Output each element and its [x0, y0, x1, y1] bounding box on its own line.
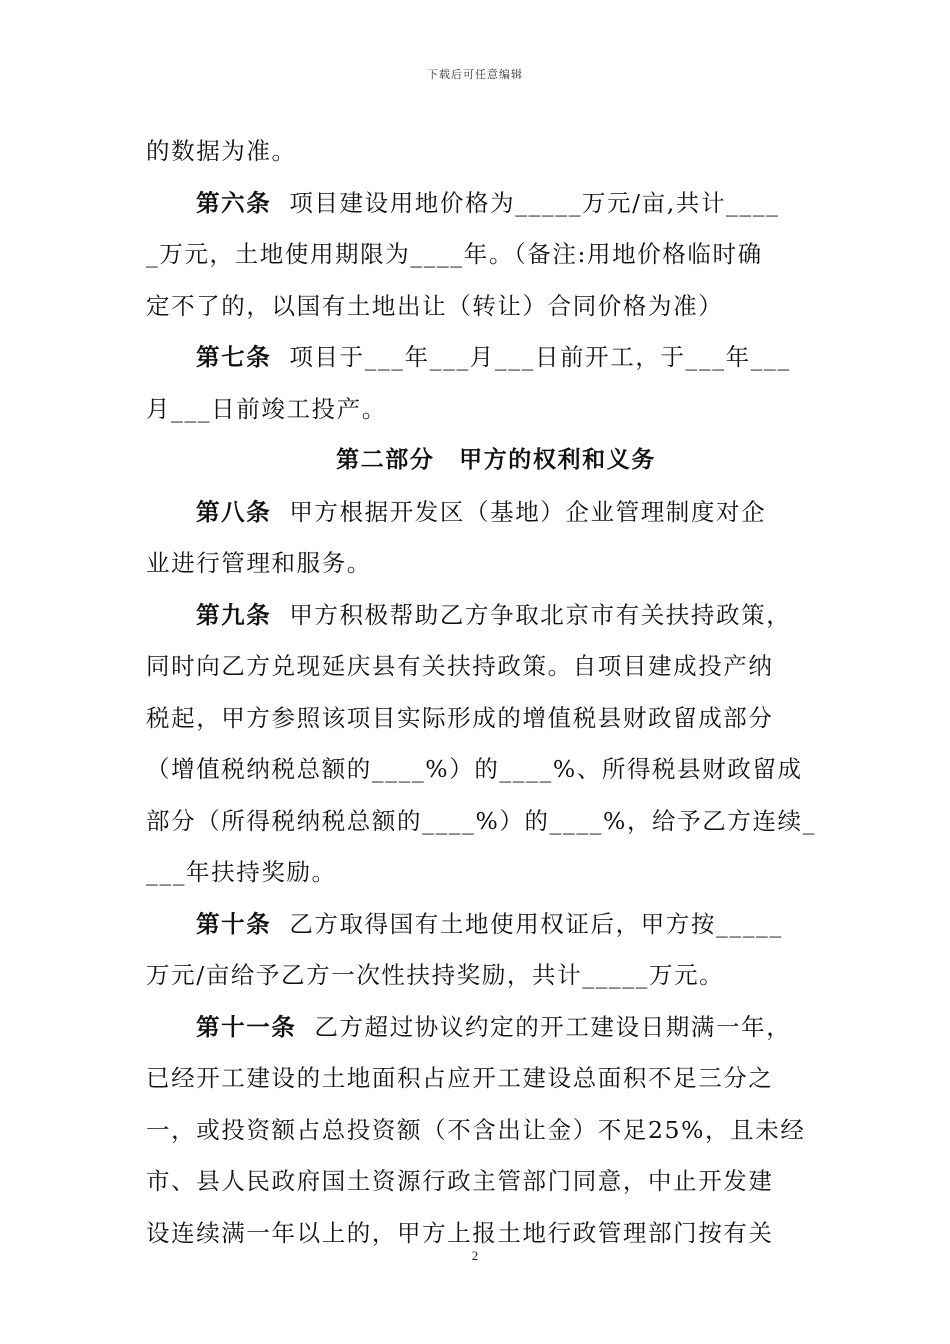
article-heading: 第九条	[196, 600, 272, 629]
paragraph-line: 业进行管理和服务。	[146, 549, 372, 577]
paragraph-line: 设连续满一年以上的，甲方上报土地行政管理部门按有关	[146, 1218, 774, 1247]
paragraph-line: 万元/亩给予乙方一次性扶持奖励，共计_____万元。	[146, 961, 725, 989]
article-9-line: 第九条 甲方积极帮助乙方争取北京市有关扶持政策，	[196, 600, 792, 629]
paragraph-line: （增值税纳税总额的____%）的____%、所得税县财政留成	[146, 755, 803, 783]
article-6-line: 第六条 项目建设用地价格为_____万元/亩,共计____	[196, 188, 780, 217]
article-heading: 第六条	[196, 188, 272, 217]
page-number: 2	[471, 1248, 479, 1263]
article-heading: 第八条	[196, 497, 272, 526]
paragraph-line: 已经开工建设的土地面积占应开工建设总面积不足三分之	[146, 1064, 774, 1092]
section-heading: 第二部分 甲方的权利和义务	[336, 447, 656, 473]
paragraph-line: 月___日前竣工投产。	[146, 394, 387, 423]
paragraph-line: 市、县人民政府国土资源行政主管部门同意，中止开发建	[146, 1167, 774, 1195]
paragraph-line: _万元，土地使用期限为____年。（备注:用地价格临时确	[146, 240, 763, 268]
article-heading: 第十一条	[196, 1012, 297, 1041]
paragraph-line: 一，或投资额占总投资额（不含出让金）不足25%，且未经	[146, 1115, 806, 1144]
paragraph-line: ___年扶持奖励。	[146, 858, 337, 886]
page-header: 下载后可任意编辑	[427, 68, 523, 81]
article-10-line: 第十条 乙方取得国有土地使用权证后，甲方按_____	[196, 909, 783, 938]
paragraph-line: 税起，甲方参照该项目实际形成的增值税县财政留成部分	[146, 703, 774, 732]
article-7-line: 第七条 项目于___年___月___日前开工，于___年___	[196, 343, 791, 371]
article-8-line: 第八条 甲方根据开发区（基地）企业管理制度对企	[196, 497, 767, 526]
paragraph-line: 部分（所得税纳税总额的____%）的____%，给予乙方连续_	[146, 806, 817, 835]
article-heading: 第十条	[196, 909, 272, 938]
article-11-line: 第十一条 乙方超过协议约定的开工建设日期满一年，	[196, 1012, 792, 1041]
article-heading: 第七条	[196, 343, 272, 371]
paragraph-line: 定不了的，以国有土地出让（转让）合同价格为准）	[146, 291, 724, 320]
paragraph-line: 的数据为准。	[146, 137, 297, 165]
paragraph-line: 同时向乙方兑现延庆县有关扶持政策。自项目建成投产纳	[146, 652, 774, 680]
document-body	[146, 126, 817, 1259]
